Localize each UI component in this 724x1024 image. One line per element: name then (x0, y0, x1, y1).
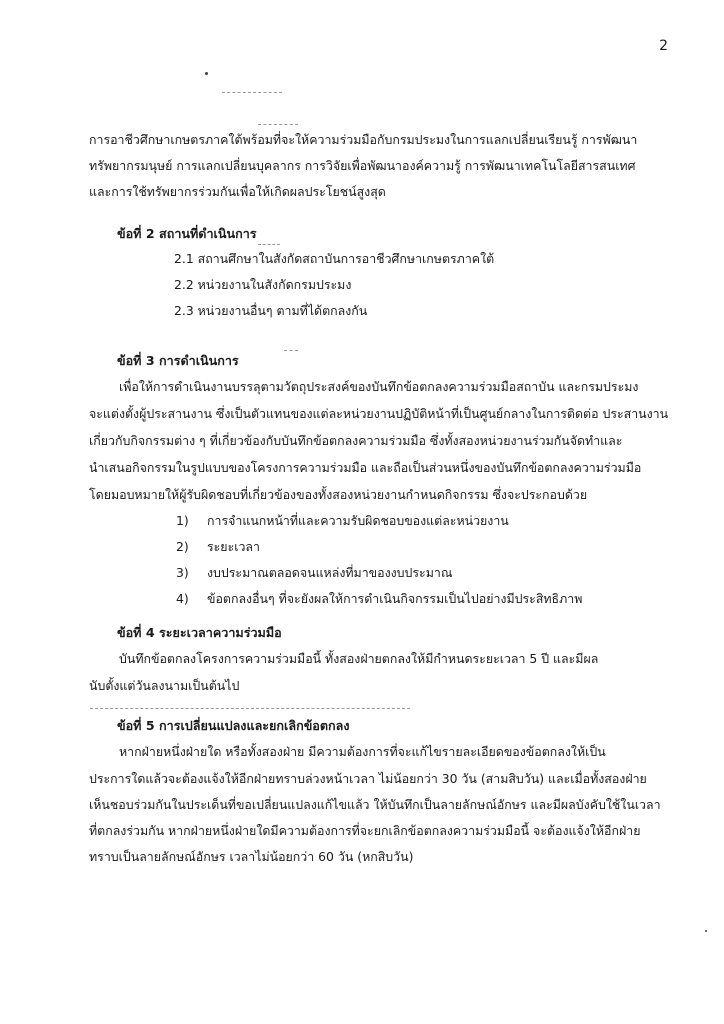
list-text: งบประมาณตลอดจนแหล่งที่มาของงบประมาณ (207, 565, 453, 580)
scan-dash (258, 244, 280, 245)
paragraph-line: บันทึกข้อตกลงโครงการความร่วมมือนี้ ทั้งสองฝ่ายตกลงให้มีกำหนดระยะเวลา 5 ปี และมีผล (119, 651, 599, 666)
section-4-heading: ข้อที่ 4 ระยะเวลาความร่วมมือ (117, 625, 282, 640)
section-5-heading: ข้อที่ 5 การเปลี่ยนแปลงและยกเลิกข้อตกลง (117, 718, 350, 733)
paragraph-line: หากฝ่ายหนึ่งฝ่ายใด หรือทั้งสองฝ่าย มีความต้องการที่จะแก้ไขรายละเอียดของข้อตกลงให้เป็น (119, 744, 606, 759)
list-text: ข้อตกลงอื่นๆ ที่จะยังผลให้การดำเนินกิจกรรมเป็นไปอย่างมีประสิทธิภาพ (207, 591, 583, 606)
list-number: 2) (176, 539, 189, 554)
list-number: 4) (176, 591, 189, 606)
list-text: การจำแนกหน้าที่และความรับผิดชอบของแต่ละหน่วยงาน (207, 513, 509, 528)
section-2-item: 2.2 หน่วยงานในสังกัดกรมประมง (174, 277, 352, 292)
page-number: 2 (659, 38, 668, 54)
paragraph-line: เพื่อให้การดำเนินงานบรรลุตามวัตถุประสงค์ของบันทึกข้อตกลงความร่วมมือสถาบัน และกรมประมง (119, 379, 639, 394)
list-item (176, 538, 260, 556)
paragraph-line: นับตั้งแต่วันลงนามเป็นต้นไป (89, 678, 240, 693)
scan-dash (258, 124, 298, 125)
paragraph-line: เห็นชอบร่วมกันในประเด็นที่ขอเปลี่ยนแปลงแก้ไขแล้ว ให้บันทึกเป็นลายลักษณ์อักษร และมีผลบังคับใช้ในเวลา (89, 797, 661, 812)
paragraph-line: โดยมอบหมายให้ผู้รับผิดชอบที่เกี่ยวข้องของทั้งสองหน่วยงานกำหนดกิจกรรม ซึ่งจะประกอบด้วย (89, 487, 588, 502)
list-item (176, 590, 582, 608)
list-number: 3) (176, 565, 189, 580)
scan-dash (222, 92, 282, 93)
list-text: ระยะเวลา (207, 539, 260, 554)
paragraph-line: จะแต่งตั้งผู้ประสานงาน ซึ่งเป็นตัวแทนของแต่ละหน่วยงานปฏิบัติหน้าที่เป็นศูนย์กลางในการติดต่อ ประสานงาน (89, 406, 669, 421)
section-2-heading: ข้อที่ 2 สถานที่ดำเนินการ (117, 226, 257, 241)
scan-dash (90, 708, 410, 709)
paragraph-line: และการใช้ทรัพยากรร่วมกันเพื่อให้เกิดผลประโยชน์สูงสุด (89, 184, 386, 199)
paragraph-line: การอาชีวศึกษาเกษตรภาคใต้พร้อมที่จะให้ความร่วมมือกับกรมประมงในการแลกเปลี่ยนเรียนรู้ การพัฒนา (89, 132, 638, 147)
paragraph-line: ประการใดแล้วจะต้องแจ้งให้อีกฝ่ายทราบล่วงหน้าเวลา ไม่น้อยกว่า 30 วัน (สามสิบวัน) และเมื่อทั้งสองฝ่าย (89, 771, 647, 786)
scan-speck (205, 72, 208, 75)
paragraph-line: ทรัพยากรมนุษย์ การแลกเปลี่ยนบุคลากร การวิจัยเพื่อพัฒนาองค์ความรู้ การพัฒนาเทคโนโลยีสารสนเทศ (89, 158, 636, 173)
section-2-item: 2.3 หน่วยงานอื่นๆ ตามที่ได้ตกลงกัน (174, 303, 368, 318)
list-item (176, 564, 452, 582)
paragraph-line: นำเสนอกิจกรรมในรูปแบบของโครงการความร่วมมือ และถือเป็นส่วนหนึ่งของบันทึกข้อตกลงความร่วมมือ (89, 460, 642, 475)
paragraph-line: ทราบเป็นลายลักษณ์อักษร เวลาไม่น้อยกว่า 60 วัน (หกสิบวัน) (89, 849, 414, 864)
list-item (176, 512, 509, 530)
paragraph-line: ที่ตกลงร่วมกัน หากฝ่ายหนึ่งฝ่ายใดมีความต้องการที่จะยกเลิกข้อตกลงความร่วมมือนี้ จะต้องแจ้งให้อีกฝ่าย (89, 823, 641, 838)
section-2-item: 2.1 สถานศึกษาในสังกัดสถาบันการอาชีวศึกษาเกษตรภาคใต้ (174, 251, 495, 266)
section-3-heading: ข้อที่ 3 การดำเนินการ (117, 353, 239, 368)
list-number: 1) (176, 513, 189, 528)
scan-speck (705, 930, 707, 932)
scan-dash (284, 350, 298, 351)
paragraph-line: เกี่ยวกับกิจกรรมต่าง ๆ ที่เกี่ยวข้องกับบันทึกข้อตกลงความร่วมมือ ซึ่งทั้งสองหน่วยงานร่วมกันจัดทำและ (89, 433, 623, 448)
